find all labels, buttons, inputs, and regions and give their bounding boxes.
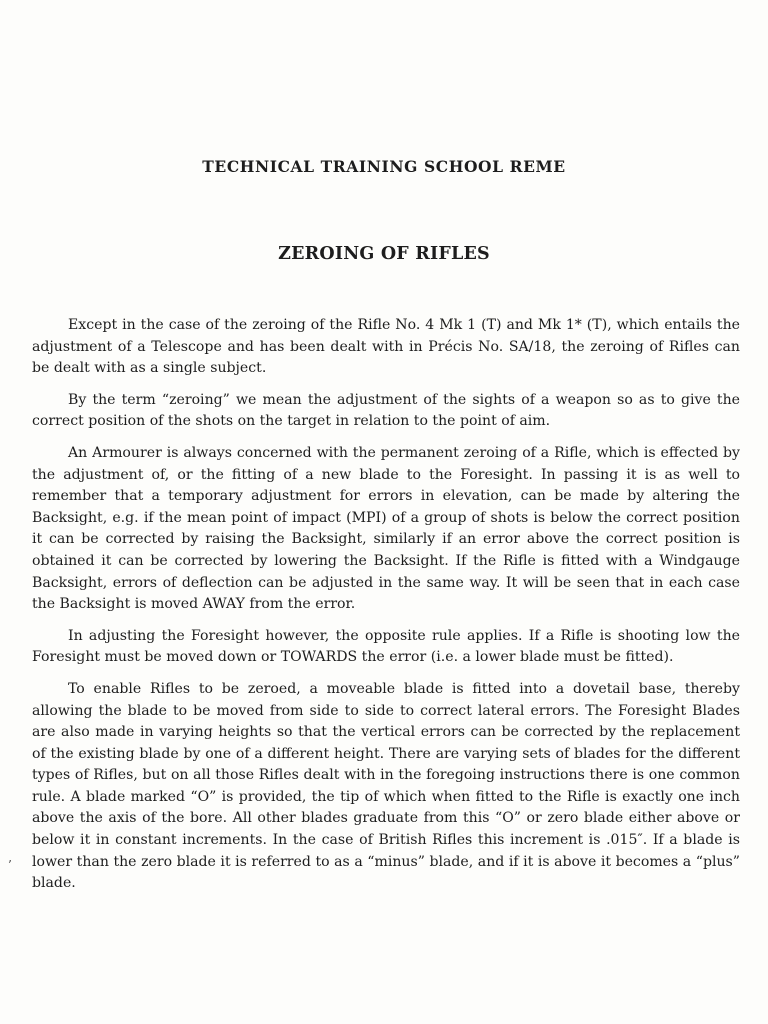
paragraph: To enable Rifles to be zeroed, a moveable blade is fitted into a dovetail base, thereby allowing the blade to be moved from side to side to correct lateral errors. The Foresight Blades are also made in varying heights so that the vertical errors can be corrected by the replacement of the existing blade by one of a different height. There are varying sets of blades for the different types of Rifles, but on all those Rifles dealt with in the foregoing instructions there is one common rule. A blade marked “O” is provided, the tip of which when fitted to the Rifle is exactly one inch above the axis of the bore. All other blades graduate from this “O” or zero blade either above or below it in constant increments. In the case of British Rifles this increment is .015″. If a blade is lower than the zero blade it is referred to as a “minus” blade, and if it is above it becomes a “plus” blade.: [32, 680, 740, 892]
margin-mark: ’: [8, 858, 12, 872]
paragraph: By the term “zeroing” we mean the adjustment of the sights of a weapon so as to give the correct position of the shots on the target in relation to the point of aim.: [32, 391, 740, 430]
paragraph: In adjusting the Foresight however, the opposite rule applies. If a Rifle is shooting low the Foresight must be moved down or TOWARDS the error (i.e. a lower blade must be fitted).: [32, 627, 740, 666]
document-title: ZEROING OF RIFLES: [278, 244, 490, 264]
paragraph: An Armourer is always concerned with the permanent zeroing of a Rifle, which is effected by the adjustment of, or the fitting of a new blade to the Foresight. In passing it is as well to remember that a temporary adjustment for errors in elevation, can be made by altering the Backsight, e.g. if the mean point of impact (MPI) of a group of shots is below the correct position it can be corrected by raising the Backsight, similarly if an error above the correct position is obtained it can be corrected by lowering the Backsight. If the Rifle is fitted with a Windgauge Backsight, errors of deflection can be adjusted in the same way. It will be seen that in each case the Backsight is moved AWAY from the error.: [32, 444, 740, 613]
document-body: [32, 315, 740, 905]
school-heading: TECHNICAL TRAINING SCHOOL REME: [202, 157, 566, 176]
paragraph: Except in the case of the zeroing of the Rifle No. 4 Mk 1 (T) and Mk 1* (T), which entails the adjustment of a Telescope and has been dealt with in Précis No. SA/18, the zeroing of Rifles can be dealt with as a single subject.: [32, 317, 740, 377]
